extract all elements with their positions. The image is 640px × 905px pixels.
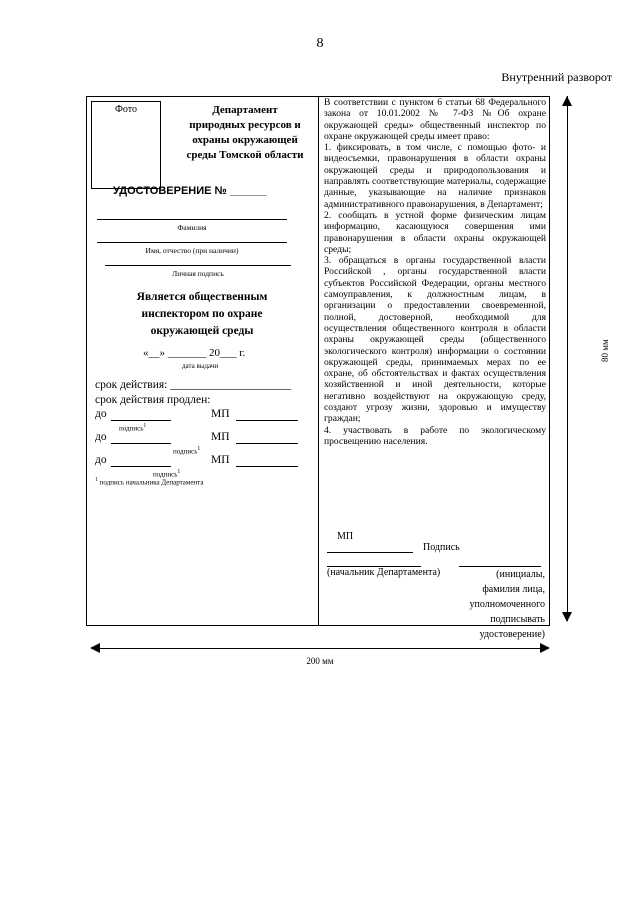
mp-label-2: МП bbox=[211, 431, 230, 443]
right-item-1: 1. фиксировать, в том числе, с помощью фото- и видеосъемки, правонарушения в области охраны окружающей среды и природопользования и направлять соответствующие материалы, содержащие данные, указывающие на наличие признаков административного правонарушения, в Департамент; bbox=[324, 142, 546, 210]
signature-caption-2: подпись$^1$ bbox=[173, 446, 201, 456]
signature-caption-1: подпись$^1$ bbox=[119, 423, 147, 433]
signature-caption-3: подпись$^1$ bbox=[153, 469, 181, 479]
department-name: Департамент природных ресурсов и охраны окружающей среды Томской области bbox=[186, 104, 304, 161]
until-label-3: до bbox=[95, 454, 107, 466]
center-divider bbox=[318, 97, 319, 625]
arrow-right-icon bbox=[540, 643, 550, 653]
right-item-3: 3. обращаться в органы государственной власти Российской , органы государственной власти субъектов Российской Федерации, органы местного самоуправления, к должностным лицам, в организации о предоставлении своевременной, полной, достоверной, необходимой для осуществления общественного контроля в области охраны окружающей среды (общественного экологического контроля) информации о состоянии окружающей среды, принимаемых мерах по ее охране, об обстоятельствах и фактах осуществления хозяйственной и иной деятельности, которые негативно воздействуют на окружающую среду, создают угрозу жизни, здоровью и имуществу граждан; bbox=[324, 255, 546, 425]
until-label-2: до bbox=[95, 431, 107, 443]
signature-line bbox=[105, 265, 291, 266]
surname-caption: Фамилия bbox=[177, 223, 207, 232]
mp-line-1 bbox=[236, 420, 298, 421]
photo-box: Фото bbox=[91, 101, 161, 189]
validity-line: срок действия: _____________________ bbox=[95, 379, 291, 391]
arrow-up-icon bbox=[562, 96, 572, 106]
issue-date: «__» _______ 20___ г. bbox=[143, 347, 246, 359]
extended-label: срок действия продлен: bbox=[95, 394, 211, 406]
right-item-4: 4. участвовать в работе по экологическому просвещению населения. bbox=[324, 424, 546, 447]
head-signature-label: Подпись bbox=[423, 542, 460, 553]
mp-label-3: МП bbox=[211, 454, 230, 466]
arrow-left-icon bbox=[90, 643, 100, 653]
right-item-2: 2. сообщать в устной форме физическим лицам информацию, касающуюся совершения ими правонарушения в области охраны окружающей среды; bbox=[324, 209, 546, 255]
mp-line-2 bbox=[236, 443, 298, 444]
width-dimension-line bbox=[92, 648, 548, 649]
inspector-statement: Является общественным инспектором по охране окружающей среды bbox=[136, 291, 268, 337]
name-line bbox=[97, 242, 287, 243]
certificate-form bbox=[86, 96, 550, 640]
height-dimension-label: 80 мм bbox=[600, 339, 610, 362]
until-label-1: до bbox=[95, 408, 107, 420]
until-line-2 bbox=[111, 443, 171, 444]
spread-label: Внутренний разворот bbox=[501, 70, 612, 84]
signature-caption: Личная подпись bbox=[172, 269, 224, 278]
certificate-title: УДОСТОВЕРЕНИЕ № ______ bbox=[113, 185, 267, 197]
rights-intro: В соответствии с пунктом 6 статьи 68 Федерального закона от 10.01.2002 № 7-ФЗ №Об охране окружающей среды» общественный инспектор по охране окружающей среды имеет право: bbox=[324, 97, 546, 142]
inspector-rights-text bbox=[324, 97, 546, 447]
head-signature-line bbox=[327, 552, 413, 553]
stamp-placeholder: МП bbox=[337, 531, 354, 542]
page-number: 8 bbox=[316, 36, 324, 51]
issue-date-caption: дата выдачи bbox=[182, 362, 219, 370]
footnote: $^1$ подпись начальника Департамента bbox=[95, 477, 204, 487]
mp-label-1: МП bbox=[211, 408, 230, 420]
initials-label: (инициалы, фамилия лица, уполномоченного подписывать удостоверение) bbox=[469, 569, 545, 640]
height-dimension-line bbox=[567, 96, 568, 621]
until-line-3 bbox=[111, 466, 171, 467]
width-dimension-label: 200 мм bbox=[306, 656, 334, 666]
surname-line bbox=[97, 219, 287, 220]
arrow-down-icon bbox=[562, 612, 572, 622]
name-caption: Имя, отчество (при наличии) bbox=[145, 246, 239, 255]
head-title-label: (начальник Департамента) bbox=[327, 567, 441, 578]
until-line-1 bbox=[111, 420, 171, 421]
mp-line-3 bbox=[236, 466, 298, 467]
